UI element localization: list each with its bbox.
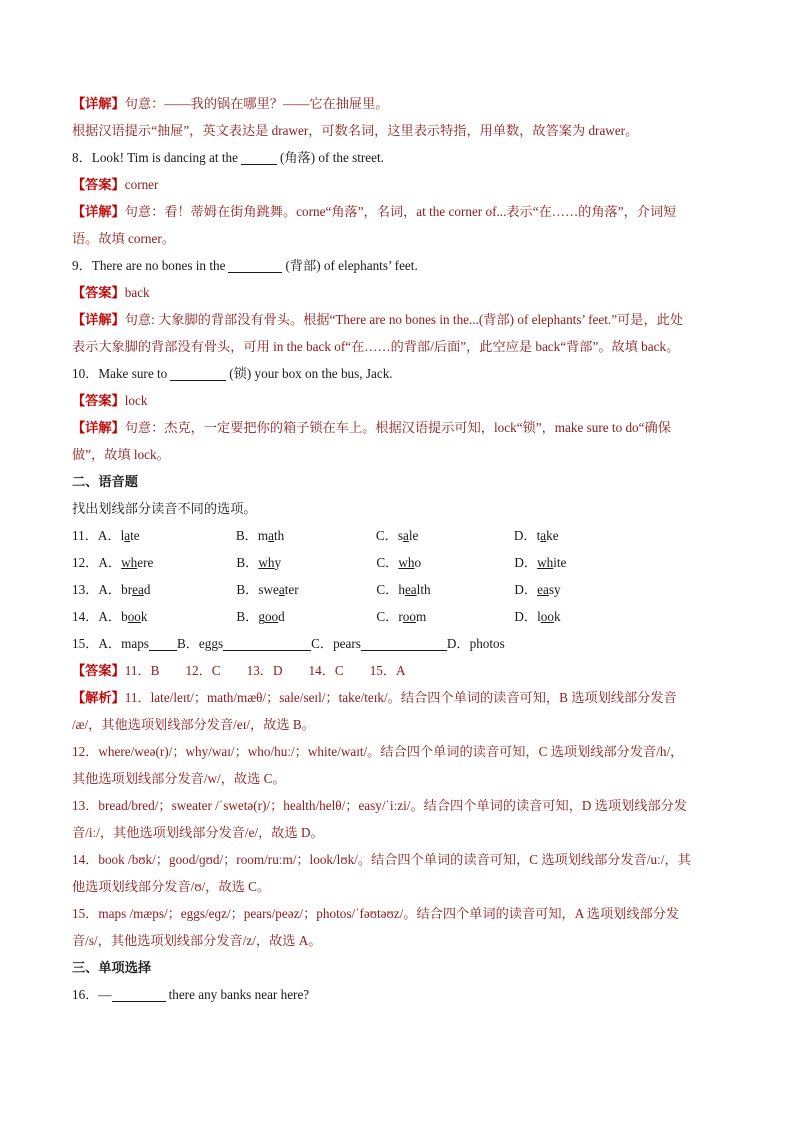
option-text: ke <box>546 528 559 543</box>
question-text: 10．Make sure to <box>72 366 168 381</box>
answer-tag: 【答案】 <box>72 393 125 408</box>
underlined-segment: wh <box>258 555 275 570</box>
option-text: th <box>274 528 285 543</box>
option-c <box>376 603 514 630</box>
option-text: A． <box>97 528 121 543</box>
option-text: t <box>536 528 541 543</box>
analysis-line: 13．bread/bred/；sweater /ˈswetə(r)/；health/helθ/；easy/ˈiːzi/。结合四个单词的读音可知，D 选项划线部分发 <box>72 798 688 813</box>
answer-text: back <box>124 285 150 300</box>
question-11 <box>72 522 732 549</box>
option-text: sy <box>548 582 561 597</box>
answer-tag: 【答案】 <box>72 663 125 678</box>
option-a <box>98 576 236 603</box>
answer-item: 12．C <box>185 663 221 678</box>
question-9 <box>72 252 732 279</box>
explanation-line <box>72 198 732 225</box>
explanation-line <box>72 306 732 333</box>
explanation-text: 语。故填 corner。 <box>72 231 175 246</box>
question-text: (锁) your box on the bus, Jack. <box>229 366 393 381</box>
answer-item: 11．B <box>124 663 160 678</box>
option-b <box>177 630 311 657</box>
question-8 <box>72 144 732 171</box>
option-text: C． <box>376 582 399 597</box>
option-b <box>236 522 376 549</box>
underlined-segment: wh <box>537 555 554 570</box>
analysis-line: 12．where/weə(r)/；why/waɪ/；who/huː/；white/waɪt/。结合四个单词的读音可知，C 选项划线部分发音/h/， <box>72 744 684 759</box>
option-text: D． <box>514 582 538 597</box>
option-text: C． <box>375 528 398 543</box>
underlined-segment: wh <box>121 555 138 570</box>
option-text: s <box>397 528 404 543</box>
explanation-text: 句意：看！蒂姆在街角跳舞。corne“角落”，名词，at the corner of...表示“在……的角落”，介词短 <box>124 204 677 219</box>
option-d <box>514 549 566 576</box>
explanation-tag: 【详解】 <box>72 96 125 111</box>
explanation-tag: 【详解】 <box>72 312 125 327</box>
explanation-line <box>72 90 732 117</box>
option-text: B． <box>236 609 259 624</box>
option-a <box>98 603 236 630</box>
analysis-line: 音/s/，其他选项划线部分发音/z/，故选 A。 <box>72 933 322 948</box>
option-c <box>376 522 514 549</box>
option-b <box>236 603 376 630</box>
explanation-line <box>72 225 732 252</box>
option-text: h <box>398 582 405 597</box>
explanation-tag: 【详解】 <box>72 204 125 219</box>
option-text: swe <box>258 582 279 597</box>
answer-line <box>72 279 732 306</box>
explanation-text: 做”，故填 lock。 <box>72 447 170 462</box>
option-text: B．eggs <box>176 636 224 651</box>
section-instruction: 找出划线部分读音不同的选项。 <box>72 501 257 516</box>
explanation-text: 句意：——我的锅在哪里？——它在抽屉里。 <box>124 96 389 111</box>
option-a <box>98 549 236 576</box>
analysis-line <box>72 684 732 711</box>
answer-line <box>72 387 732 414</box>
analysis-line: 14．book /bʊk/；good/ɡʊd/；room/ruːm/；look/lʊk/。结合四个单词的读音可知，C 选项划线部分发音/uː/，其 <box>72 852 691 867</box>
answer-blank <box>228 258 282 273</box>
analysis-tag: 【解析】 <box>72 690 125 705</box>
answer-blank <box>170 366 226 381</box>
analysis-line: 其他选项划线部分发音/w/，故选 C。 <box>72 771 286 786</box>
question-12 <box>72 549 732 576</box>
option-text: B． <box>236 582 259 597</box>
underlined-segment: oo <box>540 609 554 624</box>
option-d <box>514 576 560 603</box>
option-text: l <box>537 609 541 624</box>
option-underline <box>149 636 177 651</box>
option-b <box>236 549 376 576</box>
underlined-segment: a <box>278 582 285 597</box>
option-text: A． <box>98 609 122 624</box>
option-text: B． <box>235 528 258 543</box>
analysis-line: 15．maps /mæps/；eggs/eɡz/；pears/peəz/；photos/ˈfəʊtəʊz/。结合四个单词的读音可知，A 选项划线部分发 <box>72 906 680 921</box>
underlined-segment: ea <box>132 582 144 597</box>
option-a <box>98 522 236 549</box>
option-c <box>311 630 447 657</box>
option-text: d <box>278 609 285 624</box>
option-text: g <box>258 609 265 624</box>
option-underline <box>361 636 447 651</box>
question-text: (背部) of elephants’ feet. <box>285 258 418 273</box>
underlined-segment: wh <box>398 555 415 570</box>
question-number: 12． <box>72 555 99 570</box>
option-text: D．photos <box>446 636 505 651</box>
option-text: br <box>121 582 133 597</box>
explanation-text: 根据汉语提示“抽屉”，英文表达是 drawer，可数名词，这里表示特指，用单数，故答案为 drawer。 <box>72 123 639 138</box>
analysis-text: 11．late/leɪt/；math/mæθ/；sale/seɪl/；take/teɪk/。结合四个单词的读音可知，B 选项划线部分发音 <box>124 690 677 705</box>
options-list <box>72 522 732 630</box>
question-14 <box>72 603 732 630</box>
option-d <box>514 603 560 630</box>
option-text: C． <box>376 555 399 570</box>
option-text: C．pears <box>311 636 361 651</box>
explanation-line <box>72 414 732 441</box>
option-text: D． <box>513 528 537 543</box>
option-text: k <box>140 609 148 624</box>
explanation-line <box>72 117 732 144</box>
question-13 <box>72 576 732 603</box>
answer-item: 15．A <box>369 663 406 678</box>
option-c <box>376 549 514 576</box>
option-underline <box>223 636 311 651</box>
question-text: 9．There are no bones in the <box>72 258 226 273</box>
option-text: l <box>120 528 125 543</box>
underlined-segment: oo <box>402 609 416 624</box>
option-text: k <box>553 609 561 624</box>
underlined-segment: a <box>124 528 131 543</box>
question-15 <box>72 630 732 657</box>
question-text: 16．— <box>72 987 112 1002</box>
question-text: 8．Look! Tim is dancing at the <box>72 150 238 165</box>
option-text: y <box>274 555 282 570</box>
underlined-segment: a <box>268 528 274 543</box>
document-page <box>72 90 732 1008</box>
option-text: A．maps <box>98 636 149 651</box>
section-title: 三、单项选择 <box>72 960 152 975</box>
answer-item: 13．D <box>246 663 283 678</box>
answer-tag: 【答案】 <box>72 285 125 300</box>
answer-line <box>72 657 732 684</box>
option-text: r <box>398 609 403 624</box>
option-text: o <box>414 555 422 570</box>
explanation-tag: 【详解】 <box>72 420 125 435</box>
option-text: m <box>415 609 427 624</box>
question-number: 13． <box>72 582 99 597</box>
option-text: A． <box>98 555 122 570</box>
underlined-segment: ea <box>404 582 417 597</box>
option-text: lth <box>416 582 431 597</box>
answer-blank <box>112 987 166 1002</box>
option-text: B． <box>236 555 259 570</box>
explanation-line <box>72 441 732 468</box>
option-text: d <box>143 582 151 597</box>
answer-line <box>72 171 732 198</box>
section-title: 二、语音题 <box>72 474 138 489</box>
underlined-segment: a <box>540 528 547 543</box>
explanation-text: 表示大象脚的背部没有骨头，可用 in the back of“在……的背部/后面”，此空应是 back“背部”。故填 back。 <box>72 339 680 354</box>
option-d <box>514 522 559 549</box>
question-10 <box>72 360 732 387</box>
explanation-text: 句意：杰克，一定要把你的箱子锁在车上。根据汉语提示可知，lock“锁”，make sure to do“确保 <box>124 420 671 435</box>
answer-blank <box>241 150 277 165</box>
question-number: 15． <box>72 636 99 651</box>
option-text: A． <box>98 582 122 597</box>
option-text: ter <box>284 582 299 597</box>
question-text: (角落) of the street. <box>279 150 384 165</box>
analysis-line: 音/iː/，其他选项划线部分发音/e/，故选 D。 <box>72 825 324 840</box>
question-text: there any banks near here? <box>168 987 310 1002</box>
explanation-line <box>72 333 732 360</box>
option-text: m <box>257 528 269 543</box>
option-d <box>447 630 505 657</box>
explanation-text: 句意: 大象脚的背部没有骨头。根据“There are no bones in the...(背部) of elephants’ feet.”可是，此处 <box>124 312 684 327</box>
option-c <box>376 576 514 603</box>
analysis-line: /æ/，其他选项划线部分发音/eɪ/，故选 B。 <box>72 717 315 732</box>
question-number: 11． <box>72 528 98 543</box>
question-16 <box>72 981 732 1008</box>
answer-item: 14．C <box>308 663 344 678</box>
underlined-segment: oo <box>264 609 279 624</box>
option-text: ere <box>137 555 154 570</box>
option-text: le <box>408 528 419 543</box>
underlined-segment: ea <box>537 582 549 597</box>
answer-text: corner <box>124 177 159 192</box>
option-text: te <box>130 528 140 543</box>
option-a <box>98 630 177 657</box>
option-text: b <box>121 609 128 624</box>
answer-text: lock <box>124 393 148 408</box>
underlined-segment: oo <box>127 609 141 624</box>
answer-tag: 【答案】 <box>72 177 125 192</box>
option-text: D． <box>514 609 538 624</box>
option-b <box>236 576 376 603</box>
option-text: D． <box>514 555 538 570</box>
option-text: ite <box>553 555 567 570</box>
underlined-segment: a <box>403 528 409 543</box>
option-text: C． <box>376 609 399 624</box>
question-number: 14． <box>72 609 99 624</box>
analysis-line: 他选项划线部分发音/ʊ/，故选 C。 <box>72 879 271 894</box>
